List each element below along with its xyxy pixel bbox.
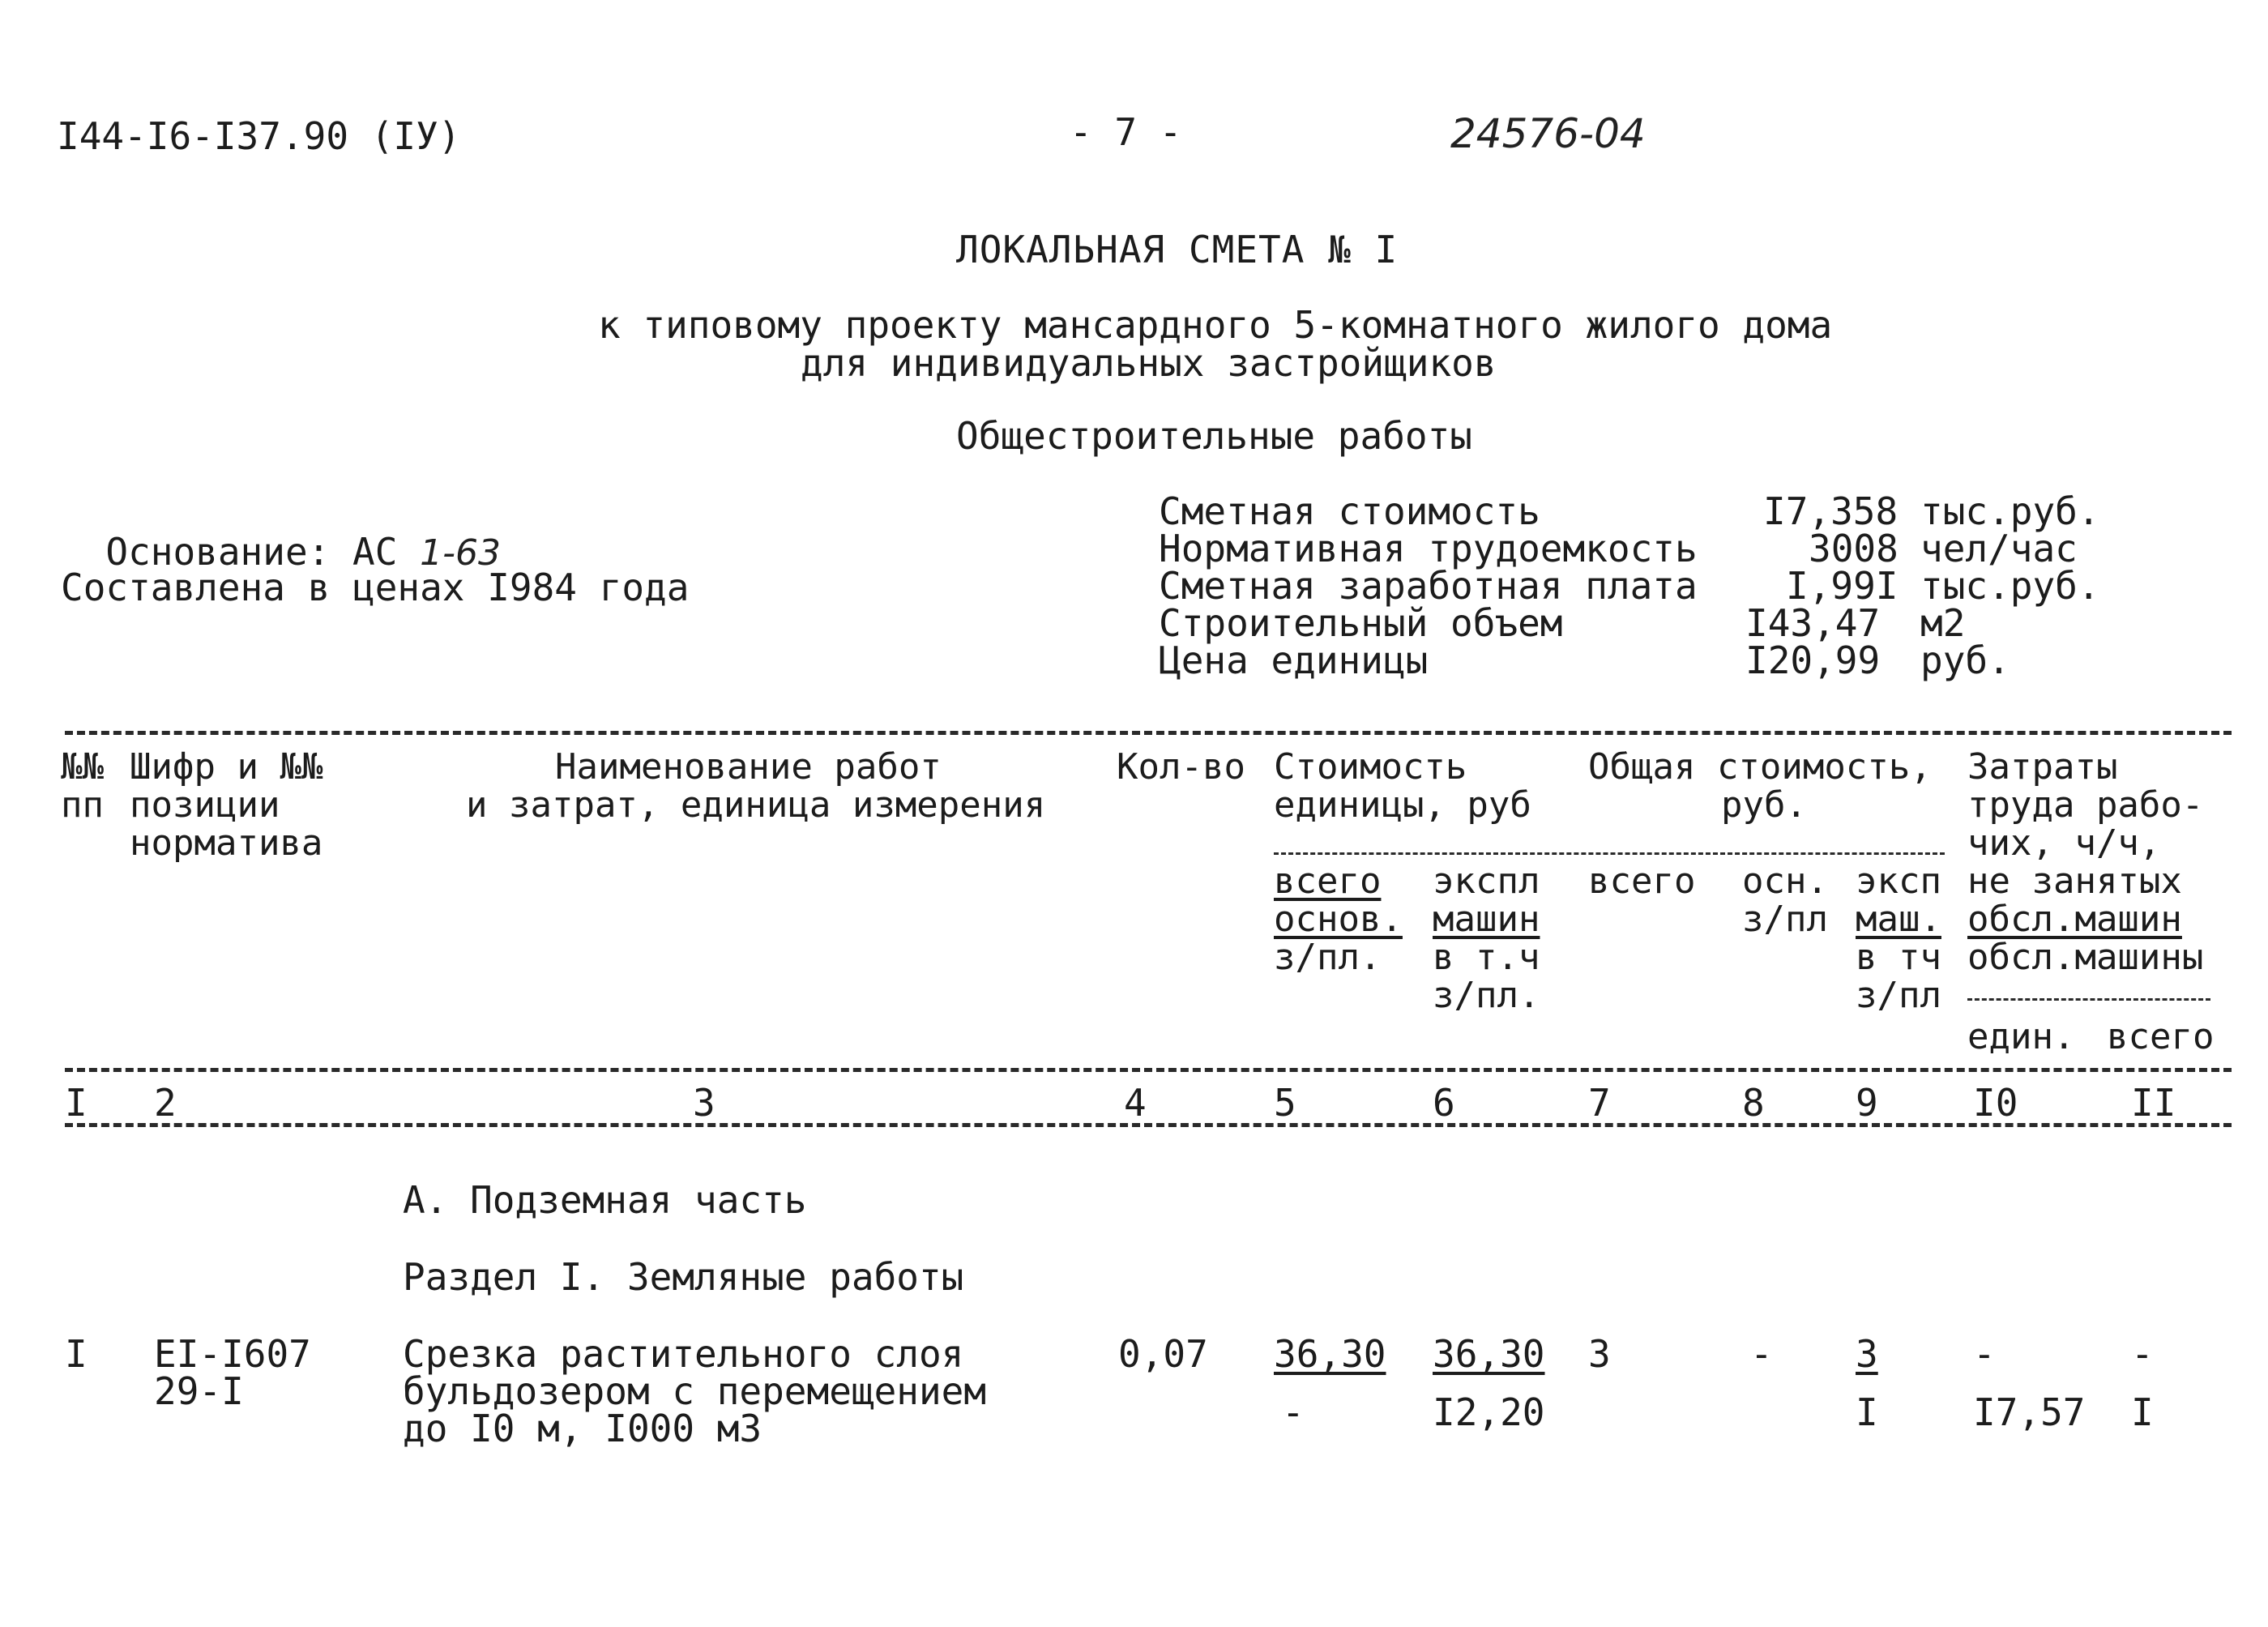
summary-value: 3008 <box>1809 527 1899 570</box>
section-title: Общестроительные работы <box>956 414 1472 458</box>
header-col-5-line-2: основ. <box>1274 899 1403 940</box>
page-number: - 7 - <box>1070 110 1182 154</box>
summary-value: I7,358 <box>1763 489 1899 533</box>
header-total-cost-line-2: руб. <box>1721 784 1807 826</box>
basis-label: Основание: АС <box>105 530 421 574</box>
header-unit-cost-line-2: единицы, руб <box>1274 784 1531 826</box>
summary-label: Нормативная трудоемкость <box>1159 527 1698 570</box>
header-col-3-line-1: Наименование работ <box>555 746 942 788</box>
header-col-8-line-1: осн. <box>1742 860 1828 902</box>
header-col-9-line-2: маш. <box>1856 899 1941 940</box>
header-col-2-line-2: позиции <box>130 784 280 826</box>
row-total-machine-cost: 3 <box>1856 1332 1878 1376</box>
header-col-2-line-1: Шифр и №№ <box>130 746 323 788</box>
header-col-8-line-2: з/пл <box>1742 899 1828 940</box>
header-col-5-line-1: всего <box>1274 860 1382 902</box>
summary-unit: тыс.руб. <box>1920 564 2100 608</box>
row-labor-total-bottom: I <box>2131 1390 2154 1434</box>
summary-unit: м2 <box>1920 601 1966 645</box>
header-col-5-line-3: з/пл. <box>1274 937 1382 978</box>
column-number: I0 <box>1973 1081 2018 1125</box>
document-title: ЛОКАЛЬНАЯ СМЕТА № I <box>956 228 1399 271</box>
row-code-line-1: ЕI-I607 <box>154 1332 311 1376</box>
column-number: I <box>65 1081 88 1125</box>
column-number: 9 <box>1856 1081 1878 1125</box>
summary-label: Цена единицы <box>1159 638 1429 682</box>
column-number: 5 <box>1274 1081 1296 1125</box>
document-code: I44-I6-I37.90 (IУ) <box>57 114 461 158</box>
summary-unit: чел/час <box>1920 527 2078 570</box>
table-top-rule <box>65 731 2232 735</box>
header-total-cost-line-1: Общая стоимость, <box>1588 746 1932 788</box>
header-unit-cost-line-1: Стоимость <box>1274 746 1467 788</box>
header-col-7: всего <box>1588 860 1696 902</box>
header-labor-line-4: не занятых <box>1967 860 2182 902</box>
row-unit-machine-cost: 36,30 <box>1433 1332 1545 1376</box>
basis-line <box>61 496 501 574</box>
summary-unit: руб. <box>1920 638 2010 682</box>
summary-label: Строительный объем <box>1159 601 1563 645</box>
header-col-9-line-3: в тч <box>1856 937 1941 978</box>
column-number: II <box>2131 1081 2176 1125</box>
row-name-line-1: Срезка растительного слоя <box>403 1332 964 1376</box>
header-col-6-line-1: экспл <box>1433 860 1540 902</box>
row-unit-machine-wage: I2,20 <box>1433 1390 1545 1434</box>
summary-unit: тыс.руб. <box>1920 489 2100 533</box>
summary-value: I20,99 <box>1745 638 1881 682</box>
row-total-machine-wage: I <box>1856 1390 1878 1434</box>
header-col-6-line-4: з/пл. <box>1433 975 1540 1016</box>
header-col-1-line-2: пп <box>61 784 104 826</box>
header-col-9-line-1: эксп <box>1856 860 1941 902</box>
column-numbers-rule <box>65 1123 2232 1127</box>
row-unit-cost-base-wage: - <box>1282 1390 1305 1434</box>
section-heading: Раздел I. Земляные работы <box>403 1255 964 1299</box>
column-number: 3 <box>693 1081 715 1125</box>
basis-handwritten: 1-63 <box>420 532 501 574</box>
subtitle-line-2: для индивидуальных застройщиков <box>801 341 1497 385</box>
header-col-10: един. <box>1967 1016 2075 1057</box>
row-code-line-2: 29-I <box>154 1369 244 1413</box>
row-number: I <box>65 1332 88 1376</box>
column-number: 4 <box>1124 1081 1147 1125</box>
row-labor-unit-top: - <box>1973 1332 1996 1376</box>
header-bottom-rule <box>65 1068 2232 1072</box>
row-total-cost: 3 <box>1588 1332 1611 1376</box>
row-name-line-3: до I0 м, I000 м3 <box>403 1407 762 1450</box>
labor-divider <box>1967 998 2210 1001</box>
header-col-6-line-2: машин <box>1433 899 1540 940</box>
handwritten-archive-number: 24576-04 <box>1450 110 1646 157</box>
column-number: 8 <box>1742 1081 1765 1125</box>
summary-value: I,99I <box>1786 564 1899 608</box>
part-heading: А. Подземная часть <box>403 1178 807 1222</box>
summary-label: Сметная заработная плата <box>1159 564 1698 608</box>
column-number: 2 <box>154 1081 177 1125</box>
prices-year: Составлена в ценах I984 года <box>61 566 690 609</box>
row-total-base-wage: - <box>1750 1332 1773 1376</box>
subtitle-line-1: к типовому проекту мансардного 5-комнатного жилого дома <box>598 303 1833 347</box>
row-unit-cost-total: 36,30 <box>1274 1332 1386 1376</box>
header-col-4: Кол-во <box>1117 746 1245 788</box>
row-labor-total-top: - <box>2131 1332 2154 1376</box>
column-number: 7 <box>1588 1081 1611 1125</box>
header-col-9-line-4: з/пл <box>1856 975 1941 1016</box>
header-col-1-line-1: №№ <box>61 746 104 788</box>
column-number: 6 <box>1433 1081 1455 1125</box>
header-labor-line-5: обсл.машин <box>1967 899 2182 940</box>
header-col-3-line-2: и затрат, единица измерения <box>466 784 1046 826</box>
header-labor-line-1: Затраты <box>1967 746 2118 788</box>
row-labor-unit-bottom: I7,57 <box>1973 1390 2086 1434</box>
row-quantity: 0,07 <box>1118 1332 1208 1376</box>
header-labor-line-6: обсл.машины <box>1967 937 2204 978</box>
unit-cost-divider <box>1274 852 1945 855</box>
header-labor-line-3: чих, ч/ч, <box>1967 822 2161 864</box>
summary-value: I43,47 <box>1745 601 1881 645</box>
summary-label: Сметная стоимость <box>1159 489 1540 533</box>
header-col-6-line-3: в т.ч <box>1433 937 1540 978</box>
row-name-line-2: бульдозером с перемещением <box>403 1369 987 1413</box>
header-col-2-line-3: норматива <box>130 822 323 864</box>
header-labor-line-2: труда рабо- <box>1967 784 2204 826</box>
header-col-11: всего <box>2107 1016 2215 1057</box>
